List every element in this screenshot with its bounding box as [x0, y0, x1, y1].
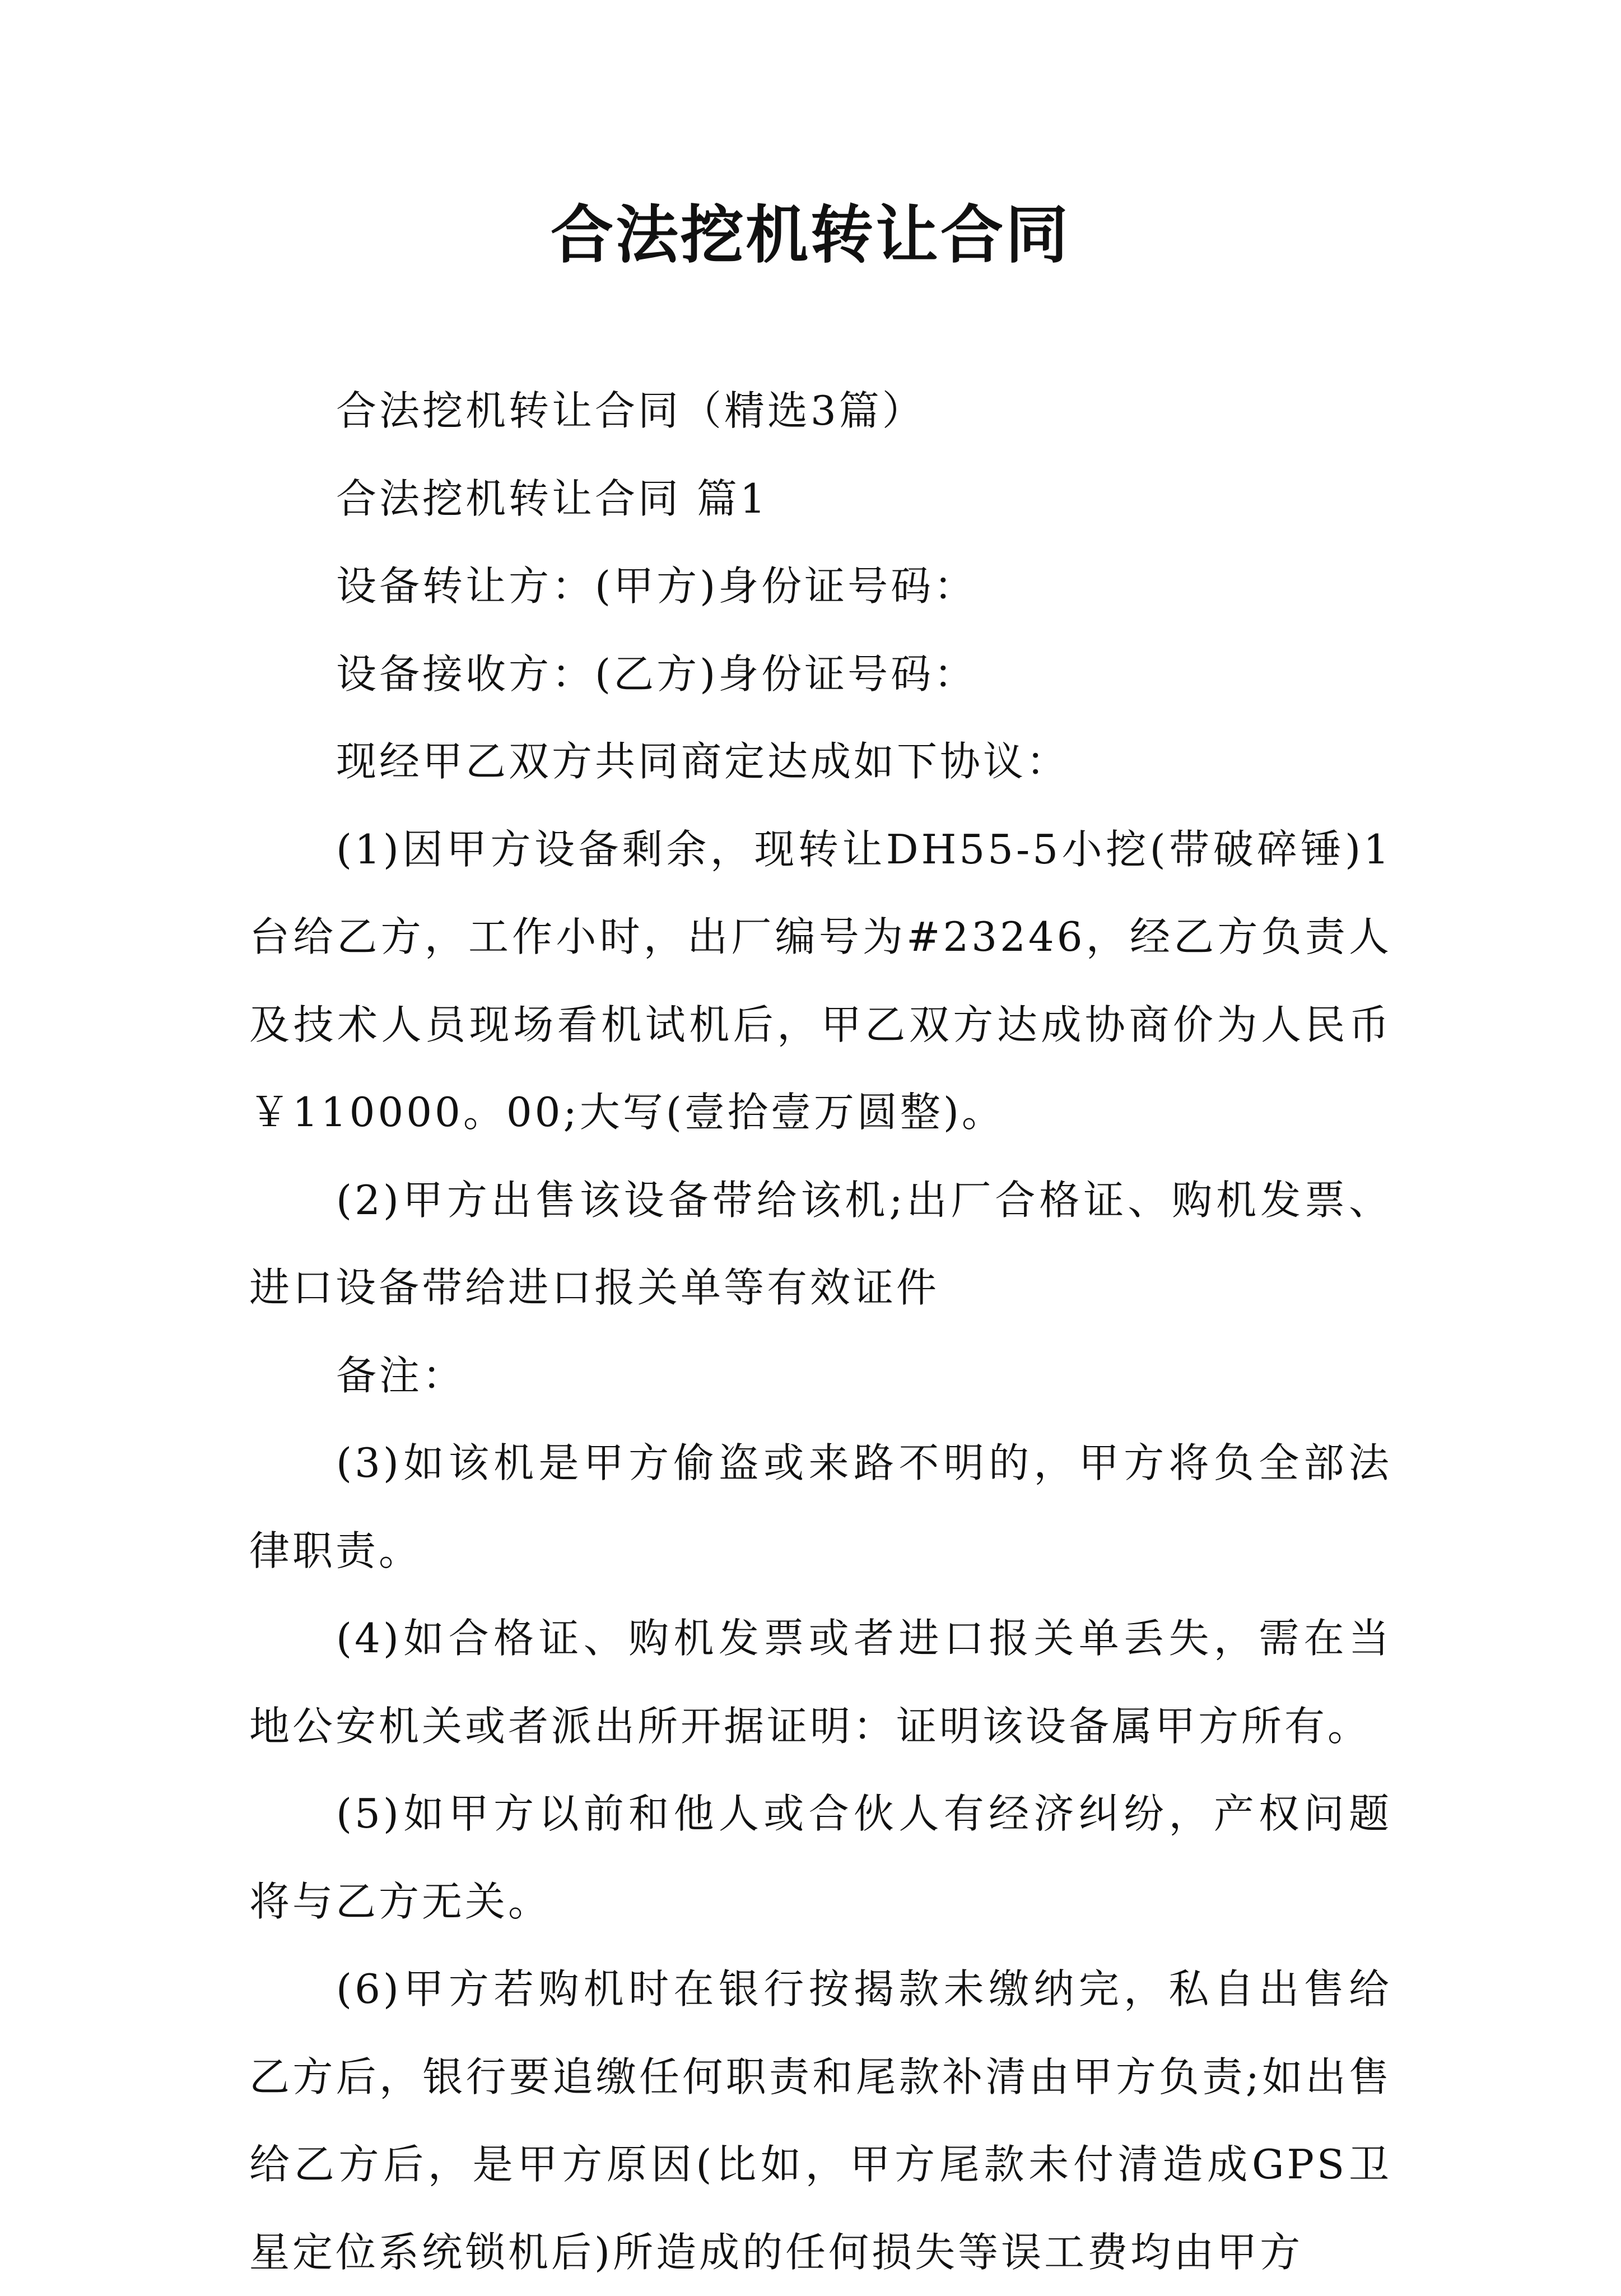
paragraph-section-heading: 合法挖机转让合同 篇1 [336, 475, 768, 522]
paragraph-clause-4: (4)如合格证、购机发票或者进口报关单丢失，需在当地公安机关或者派出所开据证明：证明该设备属甲方所有。 [249, 1615, 1392, 1750]
paragraph-clause-6: (6)甲方若购机时在银行按揭款未缴纳完，私自出售给乙方后，银行要追缴任何职责和尾款补清由甲方负责;如出售给乙方后，是甲方原因(比如，甲方尾款未付清造成GPS卫星定位系统锁机后)所造成的任何损失等误工费均由甲方 [249, 1965, 1392, 2276]
paragraph-clause-3: (3)如该机是甲方偷盗或来路不明的，甲方将负全部法律职责。 [249, 1439, 1392, 1574]
paragraph-clause-1: (1)因甲方设备剩余，现转让DH55-5小挖(带破碎锤)1台给乙方，工作小时，出厂编号为#23246，经乙方负责人及技术人员现场看机试机后，甲乙双方达成协商价为人民币￥110000。00;大写(壹拾壹万圆整)。 [249, 825, 1392, 1136]
paragraph-remarks: 备注： [336, 1351, 466, 1399]
document-body [249, 367, 1392, 2296]
paragraph-clause-2: (2)甲方出售该设备带给该机;出厂合格证、购机发票、进口设备带给进口报关单等有效证件 [249, 1176, 1392, 1311]
document-title: 合法挖机转让合同 [551, 198, 1070, 272]
paragraph-agreement-intro: 现经甲乙双方共同商定达成如下协议： [336, 738, 1070, 785]
paragraph-clause-5: (5)如甲方以前和他人或合伙人有经济纠纷，产权问题将与乙方无关。 [249, 1790, 1392, 1925]
paragraph-subtitle: 合法挖机转让合同（精选3篇） [336, 387, 925, 434]
paragraph-transferor: 设备转让方：(甲方)身份证号码： [336, 563, 977, 610]
paragraph-transferee: 设备接收方：(乙方)身份证号码： [336, 650, 977, 698]
